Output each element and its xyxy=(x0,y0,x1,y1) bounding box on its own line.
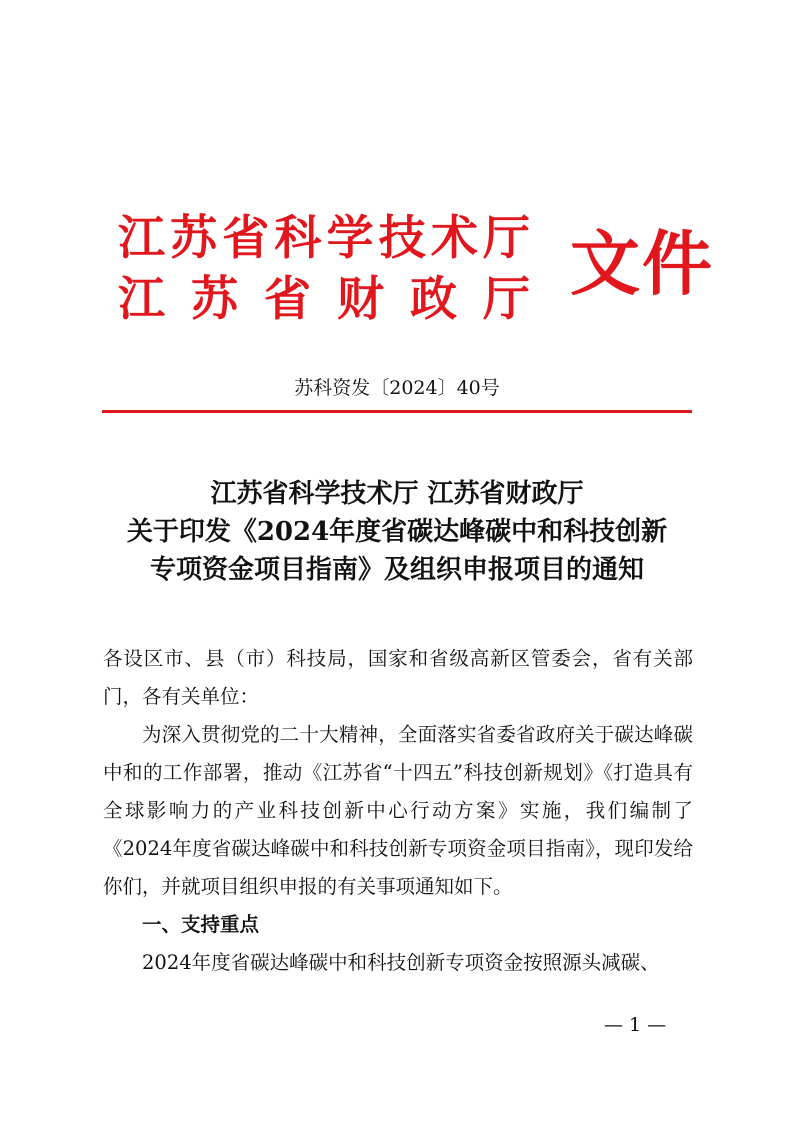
document-mark: 文件 xyxy=(570,223,714,305)
salutation: 各设区市、县（市）科技局，国家和省级高新区管委会，省有关部门，各有关单位： xyxy=(103,647,693,708)
title-line-3: 专项资金项目指南》及组织申报项目的通知 xyxy=(149,555,644,585)
section-heading: 一、支持重点 xyxy=(142,913,260,936)
title-line-2: 关于印发《2024年度省碳达峰碳中和科技创新 xyxy=(126,517,668,547)
document-title xyxy=(90,475,704,589)
document-body xyxy=(103,640,693,982)
body-paragraph: 2024年度省碳达峰碳中和科技创新专项资金按照源头减碳、 xyxy=(142,951,660,974)
issuing-org-finance-dept: 江苏省财政厅 xyxy=(118,272,530,327)
issuing-org-science-dept: 江苏省科学技术厅 xyxy=(118,211,530,266)
document-number: 苏科资发〔2024〕40号 xyxy=(294,377,500,399)
body-paragraph: 为深入贯彻党的二十大精神，全面落实省委省政府关于碳达峰碳中和的工作部署，推动《江苏省“十四五”科技创新规划》《打造具有全球影响力的产业科技创新中心行动方案》实施，我们编制了《2024年度省碳达峰碳中和科技创新专项资金项目指南》，现印发给你们，并就项目组织申报的有关事项通知如下。 xyxy=(103,723,693,898)
title-line-1: 江苏省科学技术厅 江苏省财政厅 xyxy=(210,479,584,509)
document-masthead xyxy=(0,0,794,340)
page-number: — 1 — xyxy=(604,1014,667,1036)
red-separator-line xyxy=(102,410,692,413)
